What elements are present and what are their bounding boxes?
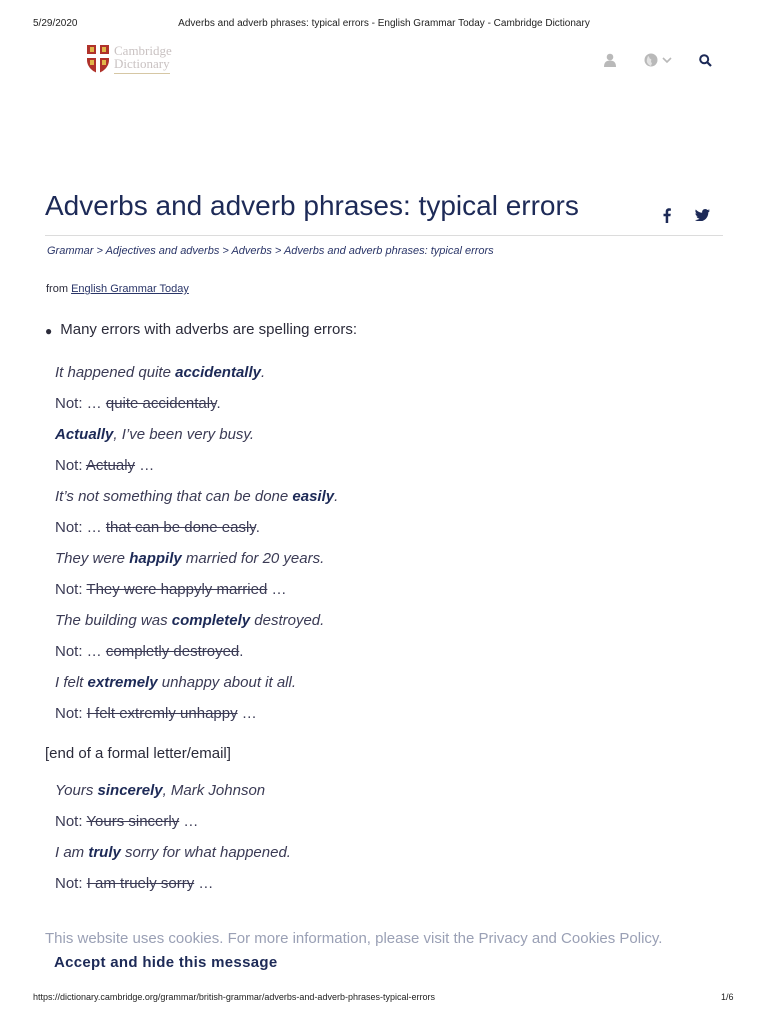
language-selector[interactable] <box>641 52 675 68</box>
breadcrumb <box>47 245 494 257</box>
search-button[interactable] <box>697 52 713 68</box>
example-correct: Yours sincerely, Mark Johnson <box>55 782 266 799</box>
example-wrong: Not: I felt extremly unhappy … <box>55 705 257 722</box>
example-wrong: Not: … completly destroyed. <box>55 643 244 660</box>
breadcrumb-separator: > <box>219 245 232 257</box>
example-correct: They were happily married for 20 years. <box>55 550 325 567</box>
section-note: [end of a formal letter/email] <box>45 745 231 762</box>
logo-underline <box>114 73 170 74</box>
accept-cookies-button[interactable]: Accept and hide this message <box>54 954 278 971</box>
bullet-text: Many errors with adverbs are spelling errors: <box>60 321 358 338</box>
source-prefix: from <box>46 283 68 295</box>
bullet-item <box>45 321 357 341</box>
search-icon <box>699 54 712 67</box>
title-divider <box>45 235 723 236</box>
example-wrong: Not: … quite accidentaly. <box>55 395 221 412</box>
logo-line-1: Cambridge <box>114 43 172 58</box>
breadcrumb-current[interactable]: Adverbs and adverb phrases: typical errors <box>283 245 494 257</box>
example-correct: It happened quite accidentally. <box>55 364 266 381</box>
cambridge-shield-icon <box>86 44 110 74</box>
breadcrumb-separator: > <box>93 245 106 257</box>
source-link[interactable]: English Grammar Today <box>71 283 189 295</box>
cambridge-logo[interactable] <box>86 44 172 74</box>
breadcrumb-adjectives-and-adverbs[interactable]: Adjectives and adverbs <box>105 245 220 257</box>
globe-icon <box>644 53 658 67</box>
facebook-icon <box>663 208 671 223</box>
user-button[interactable] <box>603 52 617 68</box>
example-wrong: Not: Actualy … <box>55 457 155 474</box>
breadcrumb-adverbs[interactable]: Adverbs <box>231 245 272 257</box>
example-correct: The building was completely destroyed. <box>55 612 325 629</box>
print-page-number: 1/6 <box>721 992 734 1002</box>
chevron-down-icon <box>662 57 672 64</box>
example-wrong: Not: They were happyly married … <box>55 581 287 598</box>
example-correct: I am truly sorry for what happened. <box>55 844 291 861</box>
print-url: https://dictionary.cambridge.org/grammar/british-grammar/adverbs-and-adverb-phrases-typical-errors <box>33 992 435 1002</box>
breadcrumb-grammar[interactable]: Grammar <box>47 245 94 257</box>
twitter-share-button[interactable] <box>692 205 712 225</box>
cookie-notice: This website uses cookies. For more information, please visit the Privacy and Cookies Policy. <box>45 930 663 947</box>
example-wrong: Not: I am truely sorry … <box>55 875 214 892</box>
example-correct: Actually, I’ve been very busy. <box>55 426 254 443</box>
bullet-dot: ● <box>45 324 53 338</box>
source-line <box>46 283 189 295</box>
facebook-share-button[interactable] <box>657 205 677 225</box>
page-title: Adverbs and adverb phrases: typical errors <box>45 190 579 221</box>
user-icon <box>604 53 616 67</box>
example-correct: I felt extremely unhappy about it all. <box>55 674 297 691</box>
twitter-icon <box>695 209 710 221</box>
print-date: 5/29/2020 <box>33 18 78 29</box>
breadcrumb-separator: > <box>271 245 284 257</box>
example-correct: It’s not something that can be done easily. <box>55 488 339 505</box>
example-wrong: Not: … that can be done easly. <box>55 519 260 536</box>
example-wrong: Not: Yours sincerly … <box>55 813 199 830</box>
print-page-title: Adverbs and adverb phrases: typical errors - English Grammar Today - Cambridge Dictionary <box>178 18 590 29</box>
logo-line-2: Dictionary <box>114 56 170 71</box>
